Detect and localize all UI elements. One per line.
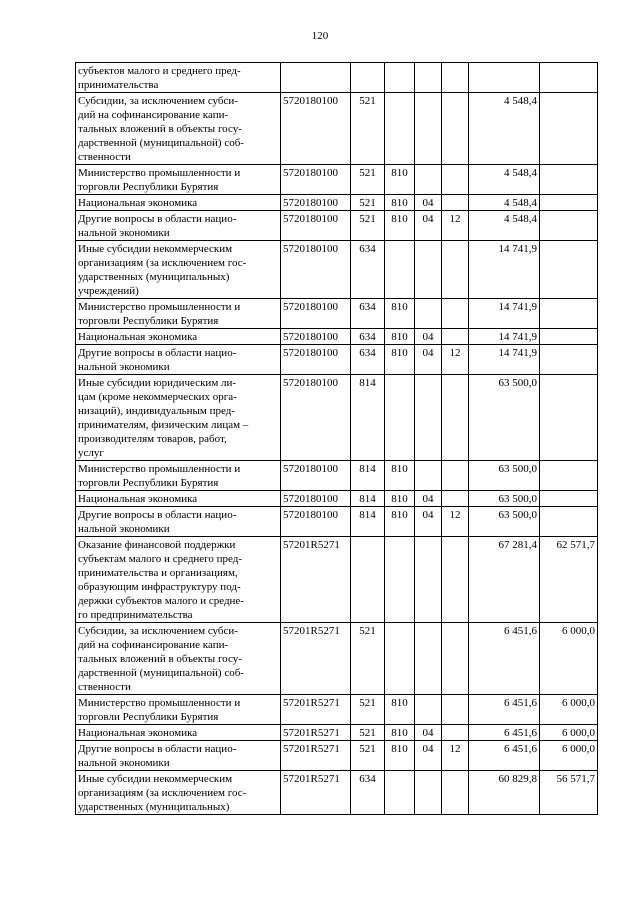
table-row: [76, 211, 598, 241]
row-name-cell: Иные субсидии юридическим ли- цам (кроме некоммерческих орга- низаций), индивидуальным пред- принимателям, физическим лицам – производителям товаров, работ, услуг: [76, 375, 281, 461]
federal-amount-cell: [540, 507, 598, 537]
expense-type-code-cell: 634: [351, 241, 385, 299]
subsection-code-cell: [442, 771, 469, 815]
section-code-cell: [415, 461, 442, 491]
amount-cell: 14 741,9: [469, 345, 540, 375]
row-name-cell: Национальная экономика: [76, 195, 281, 211]
administrator-code-cell: [385, 537, 415, 623]
administrator-code-cell: 810: [385, 461, 415, 491]
section-code-cell: 04: [415, 211, 442, 241]
target-article-code-cell: 57201R5271: [281, 725, 351, 741]
section-code-cell: [415, 165, 442, 195]
federal-amount-cell: [540, 299, 598, 329]
row-name-cell: Другие вопросы в области нацио- нальной экономики: [76, 345, 281, 375]
federal-amount-cell: 6 000,0: [540, 725, 598, 741]
target-article-code-cell: 57201R5271: [281, 537, 351, 623]
administrator-code-cell: 810: [385, 195, 415, 211]
expense-type-code-cell: 521: [351, 195, 385, 211]
table-row: [76, 195, 598, 211]
target-article-code-cell: 5720180100: [281, 491, 351, 507]
amount-cell: 4 548,4: [469, 93, 540, 165]
subsection-code-cell: 12: [442, 345, 469, 375]
federal-amount-cell: [540, 329, 598, 345]
target-article-code-cell: 57201R5271: [281, 623, 351, 695]
administrator-code-cell: 810: [385, 329, 415, 345]
federal-amount-cell: 56 571,7: [540, 771, 598, 815]
table-row: [76, 507, 598, 537]
row-name-cell: Министерство промышленности и торговли Республики Бурятия: [76, 165, 281, 195]
federal-amount-cell: [540, 165, 598, 195]
budget-table-body: [76, 63, 598, 815]
expense-type-code-cell: 814: [351, 461, 385, 491]
row-name-cell: Министерство промышленности и торговли Республики Бурятия: [76, 299, 281, 329]
expense-type-code-cell: 521: [351, 93, 385, 165]
subsection-code-cell: [442, 375, 469, 461]
row-name-cell: Субсидии, за исключением субси- дий на софинансирование капи- тальных вложений в объекты госу- дарственной (муниципальной) соб- ственности: [76, 93, 281, 165]
expense-type-code-cell: 634: [351, 299, 385, 329]
subsection-code-cell: [442, 93, 469, 165]
amount-cell: 6 451,6: [469, 741, 540, 771]
federal-amount-cell: [540, 461, 598, 491]
expense-type-code-cell: 521: [351, 165, 385, 195]
row-name-cell: Субсидии, за исключением субси- дий на софинансирование капи- тальных вложений в объекты госу- дарственной (муниципальной) соб- ственности: [76, 623, 281, 695]
federal-amount-cell: [540, 195, 598, 211]
row-name-cell: Иные субсидии некоммерческим организациям (за исключением гос- ударственных (муниципальных) учреждений): [76, 241, 281, 299]
administrator-code-cell: 810: [385, 741, 415, 771]
amount-cell: 63 500,0: [469, 375, 540, 461]
amount-cell: 14 741,9: [469, 299, 540, 329]
row-name-cell: Иные субсидии некоммерческим организациям (за исключением гос- ударственных (муниципальных): [76, 771, 281, 815]
section-code-cell: 04: [415, 507, 442, 537]
target-article-code-cell: [281, 63, 351, 93]
administrator-code-cell: 810: [385, 299, 415, 329]
subsection-code-cell: 12: [442, 507, 469, 537]
row-name-cell: Национальная экономика: [76, 491, 281, 507]
section-code-cell: 04: [415, 741, 442, 771]
amount-cell: 6 451,6: [469, 725, 540, 741]
target-article-code-cell: 5720180100: [281, 507, 351, 537]
expense-type-code-cell: 814: [351, 491, 385, 507]
administrator-code-cell: [385, 771, 415, 815]
table-row: [76, 299, 598, 329]
target-article-code-cell: 57201R5271: [281, 695, 351, 725]
target-article-code-cell: 5720180100: [281, 329, 351, 345]
table-row: [76, 695, 598, 725]
target-article-code-cell: 57201R5271: [281, 741, 351, 771]
row-name-cell: Министерство промышленности и торговли Республики Бурятия: [76, 461, 281, 491]
federal-amount-cell: [540, 93, 598, 165]
administrator-code-cell: [385, 93, 415, 165]
table-row: [76, 241, 598, 299]
administrator-code-cell: [385, 375, 415, 461]
administrator-code-cell: 810: [385, 507, 415, 537]
federal-amount-cell: [540, 63, 598, 93]
row-name-cell: Другие вопросы в области нацио- нальной экономики: [76, 741, 281, 771]
subsection-code-cell: [442, 537, 469, 623]
amount-cell: 67 281,4: [469, 537, 540, 623]
expense-type-code-cell: 814: [351, 507, 385, 537]
federal-amount-cell: [540, 375, 598, 461]
table-row: [76, 461, 598, 491]
subsection-code-cell: [442, 299, 469, 329]
row-name-cell: Национальная экономика: [76, 725, 281, 741]
amount-cell: 6 451,6: [469, 695, 540, 725]
amount-cell: 4 548,4: [469, 195, 540, 211]
section-code-cell: 04: [415, 725, 442, 741]
administrator-code-cell: 810: [385, 695, 415, 725]
amount-cell: 4 548,4: [469, 165, 540, 195]
federal-amount-cell: [540, 491, 598, 507]
row-name-cell: Другие вопросы в области нацио- нальной экономики: [76, 211, 281, 241]
target-article-code-cell: 5720180100: [281, 241, 351, 299]
section-code-cell: [415, 537, 442, 623]
federal-amount-cell: 6 000,0: [540, 741, 598, 771]
target-article-code-cell: 5720180100: [281, 93, 351, 165]
subsection-code-cell: [442, 63, 469, 93]
expense-type-code-cell: [351, 537, 385, 623]
section-code-cell: [415, 241, 442, 299]
table-row: [76, 741, 598, 771]
section-code-cell: 04: [415, 195, 442, 211]
expense-type-code-cell: 634: [351, 329, 385, 345]
expense-type-code-cell: 814: [351, 375, 385, 461]
section-code-cell: [415, 93, 442, 165]
federal-amount-cell: 6 000,0: [540, 623, 598, 695]
expense-type-code-cell: 521: [351, 725, 385, 741]
amount-cell: 14 741,9: [469, 241, 540, 299]
amount-cell: 6 451,6: [469, 623, 540, 695]
federal-amount-cell: [540, 345, 598, 375]
administrator-code-cell: 810: [385, 345, 415, 375]
amount-cell: 63 500,0: [469, 507, 540, 537]
subsection-code-cell: [442, 623, 469, 695]
subsection-code-cell: [442, 461, 469, 491]
amount-cell: 14 741,9: [469, 329, 540, 345]
target-article-code-cell: 5720180100: [281, 299, 351, 329]
page-number: 120: [311, 30, 329, 42]
target-article-code-cell: 5720180100: [281, 195, 351, 211]
section-code-cell: [415, 771, 442, 815]
expense-type-code-cell: 521: [351, 741, 385, 771]
amount-cell: 60 829,8: [469, 771, 540, 815]
federal-amount-cell: [540, 211, 598, 241]
table-row: [76, 491, 598, 507]
administrator-code-cell: [385, 241, 415, 299]
expense-type-code-cell: 634: [351, 771, 385, 815]
administrator-code-cell: 810: [385, 725, 415, 741]
table-row: [76, 165, 598, 195]
table-row: [76, 623, 598, 695]
amount-cell: 4 548,4: [469, 211, 540, 241]
administrator-code-cell: [385, 623, 415, 695]
target-article-code-cell: 5720180100: [281, 461, 351, 491]
target-article-code-cell: 57201R5271: [281, 771, 351, 815]
table-row: [76, 725, 598, 741]
subsection-code-cell: 12: [442, 741, 469, 771]
row-name-cell: Министерство промышленности и торговли Республики Бурятия: [76, 695, 281, 725]
section-code-cell: [415, 695, 442, 725]
amount-cell: 63 500,0: [469, 461, 540, 491]
expense-type-code-cell: 521: [351, 623, 385, 695]
row-name-cell: Национальная экономика: [76, 329, 281, 345]
section-code-cell: [415, 63, 442, 93]
subsection-code-cell: [442, 491, 469, 507]
section-code-cell: [415, 299, 442, 329]
federal-amount-cell: 6 000,0: [540, 695, 598, 725]
amount-cell: 63 500,0: [469, 491, 540, 507]
expense-type-code-cell: 521: [351, 211, 385, 241]
table-row: [76, 329, 598, 345]
section-code-cell: [415, 623, 442, 695]
subsection-code-cell: 12: [442, 211, 469, 241]
budget-table: [75, 62, 598, 815]
subsection-code-cell: [442, 241, 469, 299]
subsection-code-cell: [442, 329, 469, 345]
row-name-cell: субъектов малого и среднего пред- принимательства: [76, 63, 281, 93]
subsection-code-cell: [442, 725, 469, 741]
expense-type-code-cell: [351, 63, 385, 93]
table-row: [76, 63, 598, 93]
row-name-cell: Оказание финансовой поддержки субъектам малого и среднего пред- принимательства и организациям, образующим инфраструктуру под- держки субъектов малого и средне- го предпринимательства: [76, 537, 281, 623]
target-article-code-cell: 5720180100: [281, 345, 351, 375]
table-row: [76, 771, 598, 815]
target-article-code-cell: 5720180100: [281, 211, 351, 241]
expense-type-code-cell: 634: [351, 345, 385, 375]
federal-amount-cell: [540, 241, 598, 299]
table-row: [76, 537, 598, 623]
target-article-code-cell: 5720180100: [281, 165, 351, 195]
expense-type-code-cell: 521: [351, 695, 385, 725]
row-name-cell: Другие вопросы в области нацио- нальной экономики: [76, 507, 281, 537]
subsection-code-cell: [442, 195, 469, 211]
subsection-code-cell: [442, 695, 469, 725]
section-code-cell: 04: [415, 491, 442, 507]
section-code-cell: 04: [415, 329, 442, 345]
subsection-code-cell: [442, 165, 469, 195]
administrator-code-cell: 810: [385, 491, 415, 507]
table-row: [76, 375, 598, 461]
administrator-code-cell: 810: [385, 211, 415, 241]
section-code-cell: [415, 375, 442, 461]
section-code-cell: 04: [415, 345, 442, 375]
target-article-code-cell: 5720180100: [281, 375, 351, 461]
administrator-code-cell: 810: [385, 165, 415, 195]
federal-amount-cell: 62 571,7: [540, 537, 598, 623]
table-row: [76, 93, 598, 165]
amount-cell: [469, 63, 540, 93]
table-row: [76, 345, 598, 375]
administrator-code-cell: [385, 63, 415, 93]
